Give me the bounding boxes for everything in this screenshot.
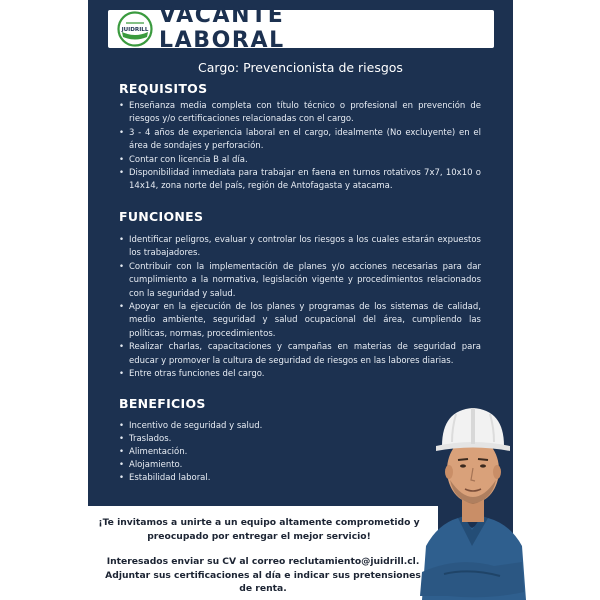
list-item: • Alimentación. [119, 446, 319, 459]
list-item: • Traslados. [119, 433, 319, 446]
list-item: • Entre otras funciones del cargo. [119, 368, 481, 381]
job-position: Cargo: Prevencionista de riesgos [198, 60, 403, 75]
logo-text: JUIDRILL [121, 26, 149, 33]
funciones-heading: FUNCIONES [119, 209, 204, 224]
contact-line: Interesados enviar su CV al correo reclutamiento@juidrill.cl. [106, 556, 420, 567]
contact-text [88, 555, 438, 596]
beneficios-list [119, 420, 319, 486]
invitation-line: ¡Te invitamos a unirte a un equipo altamente comprometido y [98, 517, 420, 528]
invitation-text [88, 516, 430, 544]
requisitos-heading: REQUISITOS [119, 81, 208, 96]
list-item: • Estabilidad laboral. [119, 472, 319, 485]
list-item: • 3 - 4 años de experiencia laboral en el cargo, idealmente (No excluyente) en el área de sondajes y perforación. [119, 127, 481, 154]
beneficios-heading: BENEFICIOS [119, 396, 206, 411]
page-title: VACANTE LABORAL [159, 3, 285, 53]
worker-illustration [418, 396, 526, 600]
list-item: • Disponibilidad inmediata para trabajar en faena en turnos rotativos 7x7, 10x10 o 14x14, zona norte del país, región de Antofagasta y atacama. [119, 167, 481, 194]
list-item: • Apoyar en la ejecución de los planes y programas de los sistemas de calidad, medio ambiente, seguridad y salud ocupacional del área, cumpliendo las políticas, normas, procedimientos. [119, 301, 481, 341]
list-item: • Realizar charlas, capacitaciones y campañas en materias de seguridad para educar y promover la cultura de seguridad de riesgos en las labores diarias. [119, 341, 481, 368]
contact-line: Adjuntar sus certificaciones al día e indicar sus pretensiones [105, 569, 421, 581]
invitation-line: preocupado por entregar el mejor servicio! [147, 531, 371, 542]
list-item: • Incentivo de seguridad y salud. [119, 420, 319, 433]
list-item: • Alojamiento. [119, 459, 319, 472]
list-item: • Identificar peligros, evaluar y controlar los riesgos a los cuales estarán expuestos los trabajadores. [119, 234, 481, 261]
list-item: • Contribuir con la implementación de planes y/o acciones necesarias para dar cumplimiento a la normativa, legislación vigente y procedimientos relacionados con la seguridad y salud. [119, 261, 481, 301]
funciones-list [119, 234, 481, 381]
list-item: • Contar con licencia B al día. [119, 154, 481, 167]
list-item: • Enseñanza media completa con título técnico o profesional en prevención de riesgos y/o certificaciones relacionadas con el cargo. [119, 100, 481, 127]
contact-line: de renta. [239, 583, 287, 594]
juidrill-logo [117, 11, 153, 47]
requisitos-list [119, 100, 481, 194]
